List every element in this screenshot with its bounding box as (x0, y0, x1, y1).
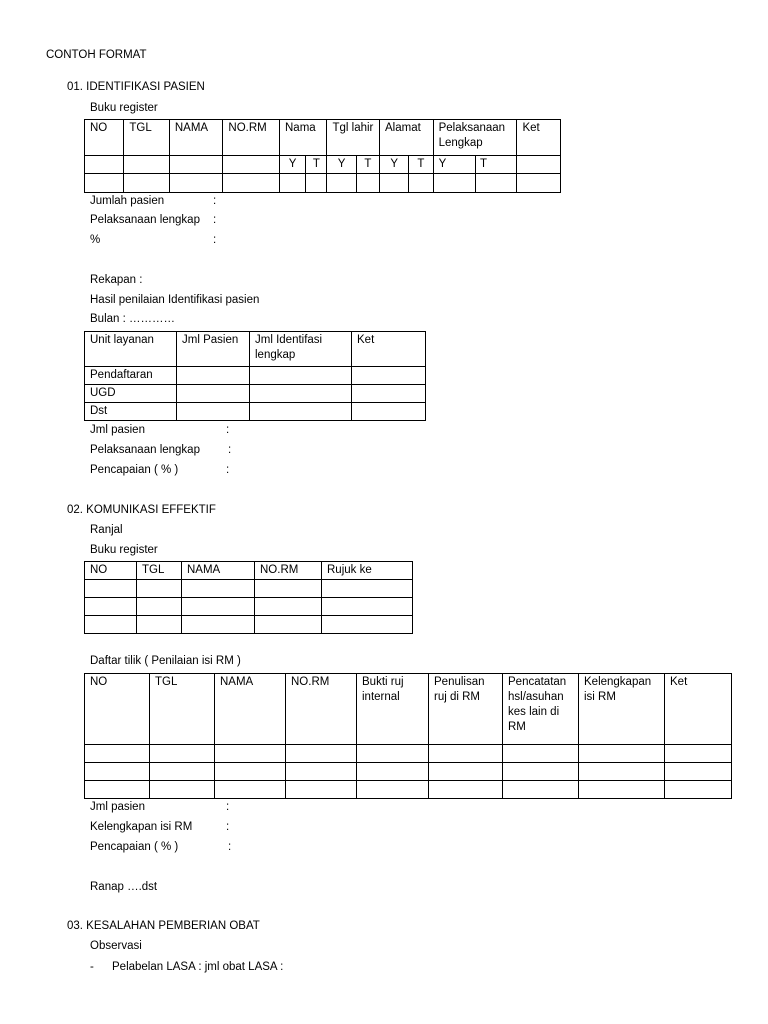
col-header-bukti-ruj: Bukti ruj internal (357, 674, 429, 745)
table-cell (357, 763, 429, 781)
stat-colon: : (226, 821, 230, 833)
table-cell (665, 763, 732, 781)
table-cell (85, 745, 150, 763)
table-cell (223, 174, 280, 193)
section-1-heading: 01. IDENTIFIKASI PASIEN (67, 81, 205, 93)
table-cell (85, 763, 150, 781)
rekap-label: Rekapan : (90, 274, 143, 286)
rekap-stat-pencapaian (90, 463, 230, 477)
col-header-norm: NO.RM (223, 120, 280, 156)
table-cell (137, 616, 182, 634)
s2-stat-pencapaian (90, 840, 232, 854)
stat-label: Pencapaian ( % ) (90, 464, 179, 476)
table-cell (665, 781, 732, 799)
stat-colon: : (228, 841, 232, 853)
stat-colon: : (228, 444, 232, 456)
table-cell (182, 598, 255, 616)
stat-colon: : (226, 464, 230, 476)
table-cell (429, 763, 503, 781)
table-cell (352, 403, 426, 421)
doc-title: CONTOH FORMAT (46, 49, 147, 61)
table-cell (503, 781, 579, 799)
table-cell (255, 598, 322, 616)
table-cell (517, 174, 561, 193)
table-cell (579, 763, 665, 781)
col-header-nama: NAMA (182, 562, 255, 580)
table-cell (322, 580, 413, 598)
table-cell (85, 580, 137, 598)
s2-stat-jml-pasien (90, 800, 230, 814)
stat-label: Pelaksanaan lengkap (90, 444, 200, 456)
yes-label: Y (327, 156, 356, 174)
stat-pelaksanaan-lengkap (90, 213, 217, 227)
section-2-register-label: Buku register (90, 544, 158, 556)
table-cell (85, 616, 137, 634)
col-header-ket: Ket (665, 674, 732, 745)
checklist-table (84, 673, 732, 799)
table-cell (327, 174, 356, 193)
col-header-no: NO (85, 120, 124, 156)
stat-colon: : (226, 424, 230, 436)
stat-label: Kelengkapan isi RM (90, 821, 193, 833)
stat-percent (90, 233, 217, 247)
stat-label: Pelaksanaan lengkap (90, 214, 200, 226)
col-header-pelaksanaan: Pelaksanaan Lengkap (433, 120, 517, 156)
table-cell (182, 580, 255, 598)
stat-label: Jml pasien (90, 801, 145, 813)
table-cell (429, 745, 503, 763)
table-cell (517, 156, 561, 174)
table-cell (503, 745, 579, 763)
table-cell (124, 174, 169, 193)
table-cell (429, 781, 503, 799)
rekap-title: Hasil penilaian Identifikasi pasien (90, 294, 260, 306)
table-cell (250, 367, 352, 385)
stat-colon: : (213, 234, 217, 246)
stat-label: Jumlah pasien (90, 195, 165, 207)
col-header-penulisan-ruj: Penulisan ruj di RM (429, 674, 503, 745)
table-cell (250, 385, 352, 403)
table-cell (255, 580, 322, 598)
ranap-label: Ranap ….dst (90, 881, 158, 893)
bulan-label: Bulan : ………… (90, 313, 175, 325)
table-cell (322, 616, 413, 634)
table-cell (356, 174, 379, 193)
col-header-nama: NAMA (169, 120, 223, 156)
rekap-table (84, 331, 426, 421)
table-cell (250, 403, 352, 421)
table-cell (280, 174, 306, 193)
col-header-pencatatan: Pencatatan hsl/asuhan kes lain di RM (503, 674, 579, 745)
table-cell (150, 763, 215, 781)
rekap-stat-jml-pasien (90, 423, 230, 437)
stat-colon: : (226, 801, 230, 813)
table-cell (177, 385, 250, 403)
komunikasi-register-table (84, 561, 413, 634)
no-label: T (306, 156, 327, 174)
table-cell (357, 781, 429, 799)
yes-label: Y (433, 156, 475, 174)
col-header-nama: NAMA (215, 674, 286, 745)
table-cell (352, 385, 426, 403)
table-cell (223, 156, 280, 174)
stat-label: Jml pasien (90, 424, 145, 436)
table-cell (215, 781, 286, 799)
no-label: T (476, 156, 517, 174)
table-cell (169, 156, 223, 174)
table-cell (85, 174, 124, 193)
table-cell (85, 156, 124, 174)
unit-name: UGD (85, 385, 177, 403)
unit-name: Dst (85, 403, 177, 421)
table-cell (124, 156, 169, 174)
stat-colon: : (213, 195, 217, 207)
rekap-stat-pelaksanaan (90, 443, 232, 457)
table-cell (182, 616, 255, 634)
table-cell (380, 174, 409, 193)
table-cell (169, 174, 223, 193)
col-header-tgl: TGL (137, 562, 182, 580)
table-cell (215, 763, 286, 781)
stat-jumlah-pasien (90, 194, 217, 208)
table-cell (255, 616, 322, 634)
col-header-no: NO (85, 674, 150, 745)
table-cell (137, 580, 182, 598)
yes-label: Y (280, 156, 306, 174)
col-header-norm: NO.RM (286, 674, 357, 745)
col-header-alamat: Alamat (380, 120, 434, 156)
table-cell (579, 781, 665, 799)
table-cell (150, 781, 215, 799)
bullet-dash: - (90, 961, 94, 973)
unit-name: Pendaftaran (85, 367, 177, 385)
table-cell (177, 403, 250, 421)
no-label: T (409, 156, 433, 174)
table-cell (503, 763, 579, 781)
table-cell (357, 745, 429, 763)
table-cell (352, 367, 426, 385)
checklist-label: Daftar tilik ( Penilaian isi RM ) (90, 655, 241, 667)
col-header-jml-pasien: Jml Pasien (177, 332, 250, 367)
identification-register-table (84, 119, 561, 193)
table-cell (409, 174, 433, 193)
col-header-ket: Ket (517, 120, 561, 156)
col-header-unit: Unit layanan (85, 332, 177, 367)
col-header-tgl: TGL (124, 120, 169, 156)
table-cell (286, 763, 357, 781)
col-header-tgl: TGL (150, 674, 215, 745)
table-cell (665, 745, 732, 763)
section-2-heading: 02. KOMUNIKASI EFFEKTIF (67, 504, 216, 516)
stat-label: % (90, 234, 101, 246)
stat-label: Pencapaian ( % ) (90, 841, 179, 853)
col-header-norm: NO.RM (255, 562, 322, 580)
col-header-kelengkapan: Kelengkapan isi RM (579, 674, 665, 745)
col-header-rujuk-ke: Rujuk ke (322, 562, 413, 580)
table-cell (306, 174, 327, 193)
col-header-ket: Ket (352, 332, 426, 367)
table-cell (579, 745, 665, 763)
table-cell (476, 174, 517, 193)
s2-stat-kelengkapan (90, 820, 230, 834)
col-header-jml-identifikasi: Jml Identifasi lengkap (250, 332, 352, 367)
table-cell (286, 781, 357, 799)
section-3-sub: Observasi (90, 940, 142, 952)
table-cell (177, 367, 250, 385)
table-cell (85, 781, 150, 799)
no-label: T (356, 156, 379, 174)
table-cell (137, 598, 182, 616)
table-cell (322, 598, 413, 616)
bullet-lasa-text: Pelabelan LASA : jml obat LASA : (112, 961, 284, 973)
section-2-sub: Ranjal (90, 524, 123, 536)
table-cell (433, 174, 475, 193)
section-1-register-label: Buku register (90, 102, 158, 114)
table-cell (150, 745, 215, 763)
table-cell (85, 598, 137, 616)
col-header-no: NO (85, 562, 137, 580)
col-header-nama-check: Nama (280, 120, 327, 156)
table-cell (286, 745, 357, 763)
stat-colon: : (213, 214, 217, 226)
yes-label: Y (380, 156, 409, 174)
section-3-heading: 03. KESALAHAN PEMBERIAN OBAT (67, 920, 260, 932)
table-cell (215, 745, 286, 763)
col-header-tgl-lahir: Tgl lahir (327, 120, 380, 156)
